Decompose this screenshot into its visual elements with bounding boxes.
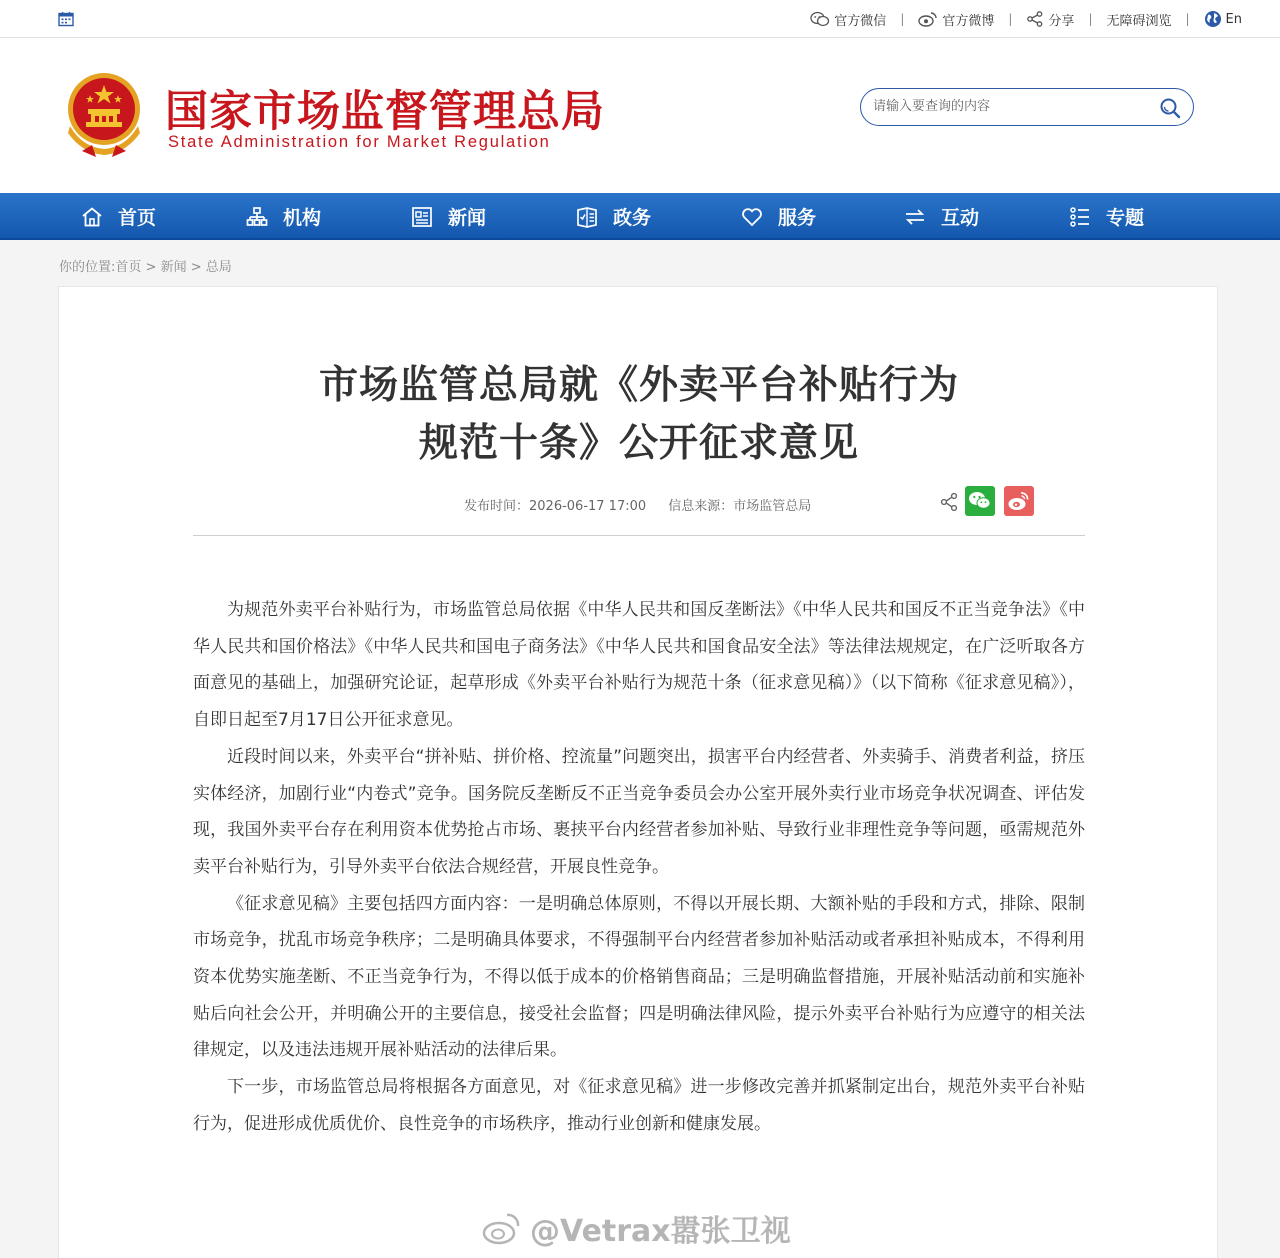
globe-icon <box>1204 10 1222 28</box>
nav-label: 专题 <box>1106 207 1145 229</box>
weibo-icon <box>1004 486 1034 516</box>
article-paragraph: 为规范外卖平台补贴行为，市场监管总局依据《中华人民共和国反垄断法》《中华人民共和国反不正当竞争法》《中华人民共和国价格法》《中华人民共和国电子商务法》《中华人民共和国食品安全法》等法律法规规定，在广泛听取各方面意见的基础上，加强研究论证，起草形成《外卖平台补贴行为规范十条（征求意见稿）》（以下简称《征求意见稿》），自即日起至7月17日公开征求意见。 <box>193 600 1085 731</box>
watermark-text: @Vetrax嚣张卫视 <box>530 1214 791 1249</box>
nav-item-org[interactable] <box>245 193 321 240</box>
nav-label: 服务 <box>778 207 817 229</box>
breadcrumb-separator: > <box>186 260 206 275</box>
article-body <box>193 592 1085 1143</box>
article-title-line1: 市场监管总局就《外卖平台补贴行为 <box>318 363 959 408</box>
watermark <box>480 1206 791 1250</box>
breadcrumb-home[interactable]: 首页 <box>115 260 142 275</box>
breadcrumb-news[interactable]: 新闻 <box>160 260 187 275</box>
article-paragraph: 近段时间以来，外卖平台“拼补贴、拼价格、控流量”问题突出，损害平台内经营者、外卖骑手、消费者利益，挤压实体经济，加剧行业“内卷式”竞争。国务院反垄断反不正当竞争委员会办公室开展外卖行业市场竞争状况调查、评估发现，我国外卖平台存在利用资本优势抢占市场、裹挟平台内经营者参加补贴、导致行业非理性竞争等问题，亟需规范外卖平台补贴行为，引导外卖平台依法合规经营，开展良性竞争。 <box>193 746 1085 877</box>
share-weibo-button[interactable] <box>1004 486 1034 516</box>
article-title-line2: 规范十条》公开征求意见 <box>418 421 859 466</box>
separator: | <box>1185 12 1190 26</box>
share-link[interactable] <box>1026 10 1074 29</box>
home-icon <box>80 205 104 229</box>
swap-icon <box>903 205 927 229</box>
separator: | <box>900 12 905 26</box>
nav-item-interact[interactable] <box>903 193 979 240</box>
share-icon[interactable] <box>939 492 959 512</box>
wechat-icon <box>810 11 830 27</box>
accessibility-link[interactable] <box>1106 10 1171 29</box>
org-icon <box>245 205 269 229</box>
separator: | <box>1008 12 1013 26</box>
search-icon[interactable] <box>1159 97 1181 119</box>
site-header <box>0 38 1280 193</box>
list-icon <box>1068 205 1092 229</box>
share-label: 分享 <box>1048 13 1075 29</box>
publish-time: 发布时间：2026-06-17 17:00 <box>464 499 647 514</box>
breadcrumb-hq[interactable]: 总局 <box>205 260 232 275</box>
nav-label: 新闻 <box>448 207 487 229</box>
article-paragraph: 《征求意见稿》主要包括四方面内容：一是明确总体原则，不得以开展长期、大额补贴的手段和方式，排除、限制市场竞争，扰乱市场竞争秩序；二是明确具体要求，不得强制平台内经营者参加补贴活动或者承担补贴成本，不得利用资本优势实施垄断、不正当竞争行为，不得以低于成本的价格销售商品；三是明确监督措施，开展补贴活动前和实施补贴后向社会公开，并明确公开的主要信息，接受社会监督；四是明确法律风险，提示外卖平台补贴行为应遵守的相关法律规定，以及违法违规开展补贴活动的法律后果。 <box>193 893 1085 1061</box>
share-icon <box>1026 11 1044 27</box>
article-paragraph: 下一步，市场监管总局将根据各方面意见，对《征求意见稿》进一步修改完善并抓紧制定出台，规范外卖平台补贴行为，促进形成优质优价、良性竞争的市场秩序，推动行业创新和健康发展。 <box>193 1077 1085 1134</box>
main-nav <box>0 193 1280 240</box>
nav-item-service[interactable] <box>740 193 816 240</box>
official-weibo-label: 官方微博 <box>942 13 995 29</box>
nav-label: 互动 <box>941 207 980 229</box>
article-title <box>59 357 1219 473</box>
top-bar <box>0 0 1280 38</box>
news-icon <box>410 205 434 229</box>
official-wechat-link[interactable] <box>810 10 886 29</box>
nav-label: 机构 <box>283 207 322 229</box>
separator: | <box>1088 12 1093 26</box>
weibo-icon <box>918 11 938 27</box>
nav-item-news[interactable] <box>410 193 486 240</box>
nav-item-home[interactable] <box>80 193 156 240</box>
official-weibo-link[interactable] <box>918 10 994 29</box>
weibo-icon <box>480 1210 524 1246</box>
nav-label: 政务 <box>613 207 652 229</box>
breadcrumb <box>59 256 232 275</box>
english-label: En <box>1225 11 1242 27</box>
wechat-icon <box>965 486 995 516</box>
national-emblem-icon[interactable] <box>62 71 146 159</box>
nav-item-topics[interactable] <box>1068 193 1144 240</box>
article-card <box>58 286 1218 1258</box>
breadcrumb-separator: > <box>141 260 161 275</box>
site-title-en: State Administration for Market Regulation <box>168 133 551 151</box>
share-wechat-button[interactable] <box>965 486 995 516</box>
official-wechat-label: 官方微信 <box>834 13 887 29</box>
english-link[interactable] <box>1204 10 1242 28</box>
breadcrumb-prefix: 你的位置: <box>59 260 116 275</box>
title-divider <box>193 535 1085 536</box>
heart-icon <box>740 205 764 229</box>
search-box <box>860 88 1194 126</box>
nav-label: 首页 <box>118 207 157 229</box>
accessibility-label: 无障碍浏览 <box>1106 13 1172 29</box>
article-meta <box>464 495 811 514</box>
calendar-icon[interactable] <box>58 11 74 27</box>
gov-icon <box>575 205 599 229</box>
top-links <box>810 0 1242 38</box>
nav-item-gov[interactable] <box>575 193 651 240</box>
article-source: 信息来源：市场监管总局 <box>668 499 812 514</box>
search-input[interactable] <box>873 89 1143 124</box>
site-title-cn: 国家市场监督管理总局 <box>165 87 605 137</box>
